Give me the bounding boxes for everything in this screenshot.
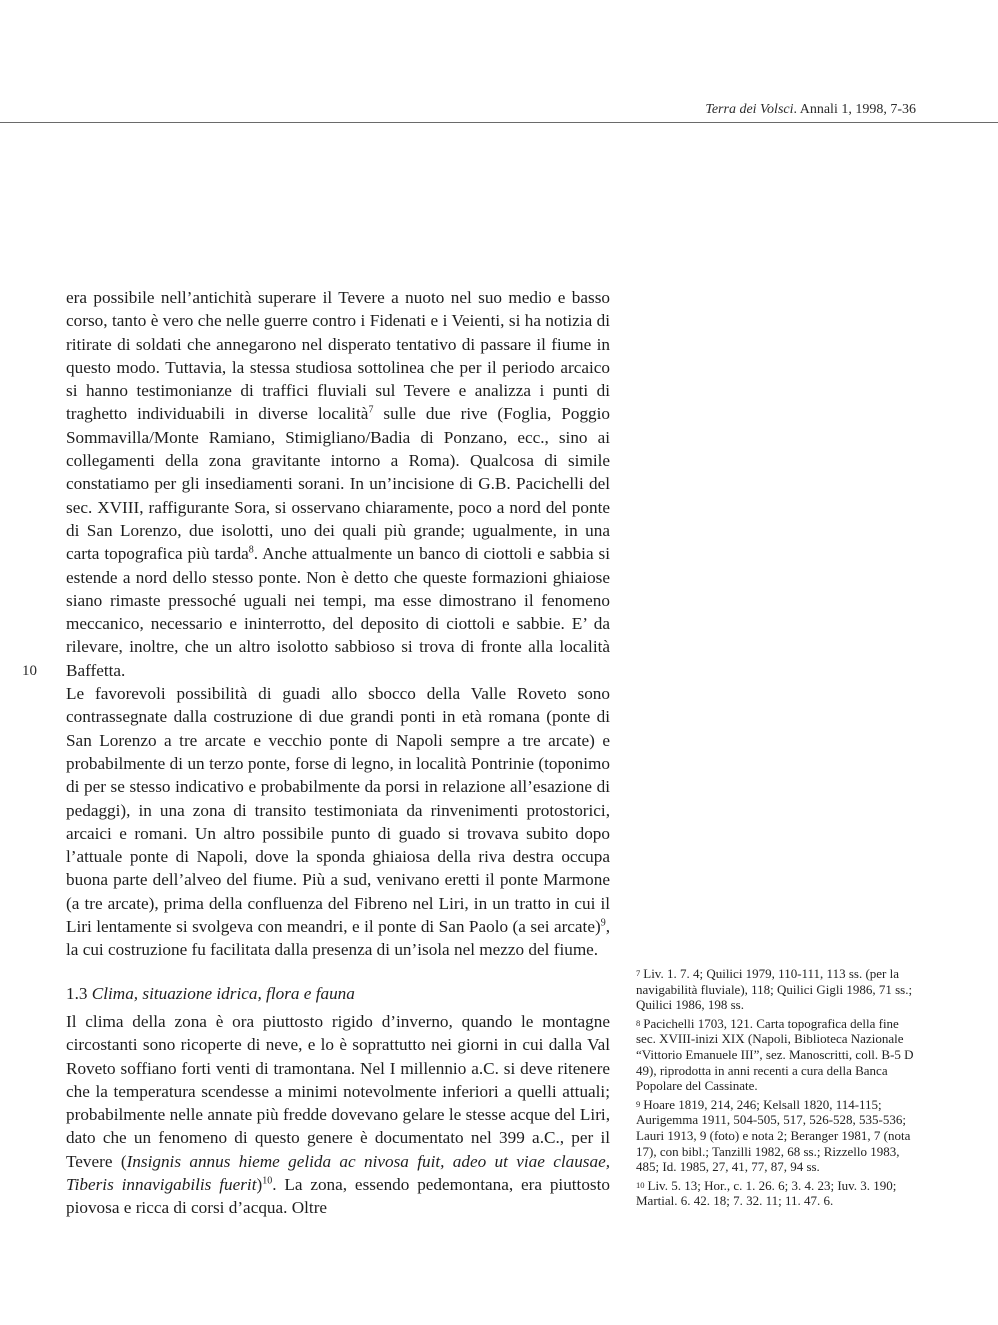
paragraph-1-text-b: sulle due rive (Foglia, Poggio Sommavilla/Monte Ramiano, Stimigliano/Badia di Ponzano, ecc., sino ai collegamenti della zona gravitante intorno a Roma). Qualcosa di simile constatiamo per gli insediamenti sorani. In un’incisione di G.B. Pacichelli del sec. XVIII, raffigurante Sora, si osservano chiaramente, poco a nord del ponte di San Lorenzo, due isolotti, uno dei quali più grande; ugualmente, in una carta topografica più tarda [66,404,610,564]
footnote-number: 9 [636,1098,641,1109]
footnote-text: Pacichelli 1703, 121. Carta topografica della fine sec. XVIII-inizi XIX (Napoli, Biblioteca Nazionale “Vittorio Emanuele III”, sez. Manoscritti, coll. B-5 D 49), riprodotta in anni recenti a cura della Banca Popolare del Cassinate. [636,1015,914,1094]
footnote-ref-10: 10 [262,1175,273,1187]
footnote-9 [636,1097,918,1175]
footnote-text: Liv. 1. 7. 4; Quilici 1979, 110-111, 113 ss. (per la navigabilità fluviale), 118; Quilici Gigli 1986, 71 ss.; Quilici 1986, 198 ss. [636,966,913,1013]
running-header-text [705,102,916,118]
main-text-column [66,286,610,1220]
section-number: 1.3 [66,983,92,1003]
paragraph-1 [66,286,610,682]
running-header [0,96,998,123]
footnote-text: Liv. 5. 13; Hor., c. 1. 26. 6; 3. 4. 23; Iuv. 3. 190; Martial. 6. 42. 18; 7. 32. 11; 11. 47. 6. [636,1177,897,1209]
footnotes-column [636,966,918,1212]
paragraph-2-text-b: , la cui costruzione fu facilitata dalla presenza di un’isola nel mezzo del fiume. [66,917,610,960]
section-title: Clima, situazione idrica, flora e fauna [91,983,355,1003]
journal-title: Terra dei Volsci [705,102,794,117]
margin-line-number: 10 [22,663,37,679]
footnote-ref-8: 8 [248,544,254,556]
paragraph-2-text-a: Le favorevoli possibilità di guadi allo sbocco della Valle Roveto sono contrassegnate dalla costruzione di due grandi ponti in età romana (ponte di San Lorenzo a tre arcate e vecchio ponte di Napoli sempre a tre arcate) e probabilmente di un terzo ponte, forse di legno, in località Pontrinie (toponimo di per se stesso indicativo e probabilmente da porsi in relazione all’esazione di pedaggi), in una zona di transito testimoniata da rinvenimenti protostorici, arcaici e romani. Un altro possibile punto di guado si trovava subito dopo l’attuale ponte di Napoli, dove la sponda ghiaiosa della riva destra occupa buona parte dell’alveo del fiume. Più a sud, venivano eretti il ponte Marmone (a tre arcate), prima della confluenza del Fibreno nel Liri, in un tratto in cui il Liri lentamente si svolgeva con meandri, e il ponte di San Paolo (a sei arcate) [66,684,610,937]
footnote-8 [636,1016,918,1094]
paragraph-2 [66,682,610,962]
footnote-number: 8 [636,1017,641,1028]
paragraph-1-text-c: . Anche attualmente un banco di ciottoli e sabbia si estende a nord dello stesso ponte. Non è detto che queste formazioni ghiaiose siano rimaste pressoché uguali nei tempi, ma esse dimostrano il fenomeno meccanico, necessario e ininterrotto, del deposito di ciottoli e sabbie. E’ da rilevare, inoltre, che un altro isolotto sabbioso si trova di fronte alla località Baffetta. [66,544,610,680]
paragraph-3 [66,1010,610,1220]
footnote-ref-9: 9 [600,917,606,929]
footnote-7 [636,966,918,1013]
section-heading [66,982,610,1005]
latin-quotation: Insignis annus hieme gelida ac nivosa fuit, adeo ut viae clausae, Tiberis innavigabilis fuerit [66,1151,610,1194]
footnote-number: 7 [636,968,641,978]
paragraph-1-text-a: era possibile nell’antichità superare il Tevere a nuoto nel suo medio e basso corso, tanto è vero che nelle guerre contro i Fidenati e i Veienti, si ha notizia di ritirate di soldati che annegarono nel disperato tentativo di passare il fiume in questo modo. Tuttavia, la stessa studiosa sottolinea che per il periodo arcaico si hanno testimonianze di traffici fluviali sul Tevere e analizza i punti di traghetto individuabili in diverse località [66,288,610,424]
footnote-number: 10 [636,1179,645,1190]
journal-citation: . Annali 1, 1998, 7-36 [793,102,916,117]
footnote-10 [636,1178,918,1209]
paragraph-3-text-b: ) [256,1174,263,1194]
footnote-ref-7: 7 [368,404,374,416]
footnote-text: Hoare 1819, 214, 246; Kelsall 1820, 114-115; Aurigemma 1911, 504-505, 517, 526-528, 535-536; Lauri 1913, 9 (foto) e nota 2; Beranger 1981, 7 (nota 17), con bibl.; Tanzilli 1982, 68 ss.; Rizzello 1983, 485; Id. 1985, 27, 41, 77, 87, 94 ss. [636,1096,911,1175]
paragraph-3-text-a: Il clima della zona è ora piuttosto rigido d’inverno, quando le montagne circostanti sono ricoperte di neve, e lo è soprattutto nei giorni in cui dalla Val Roveto soffiano forti venti di tramontana. Nel I millennio a.C. si deve ritenere che la temperatura scendesse a minimi notevolmente inferiori a quelli attuali; probabilmente nelle annate più fredde dovevano gelare le stesse acque del Liri, dato che un fenomeno di questo genere è documentato nel 399 a.C., per il Tevere ( [66,1011,610,1171]
paragraph-3-text-c: . La zona, essendo pedemontana, era piuttosto piovosa e ricca di corsi d’acqua. Oltre [66,1174,610,1218]
